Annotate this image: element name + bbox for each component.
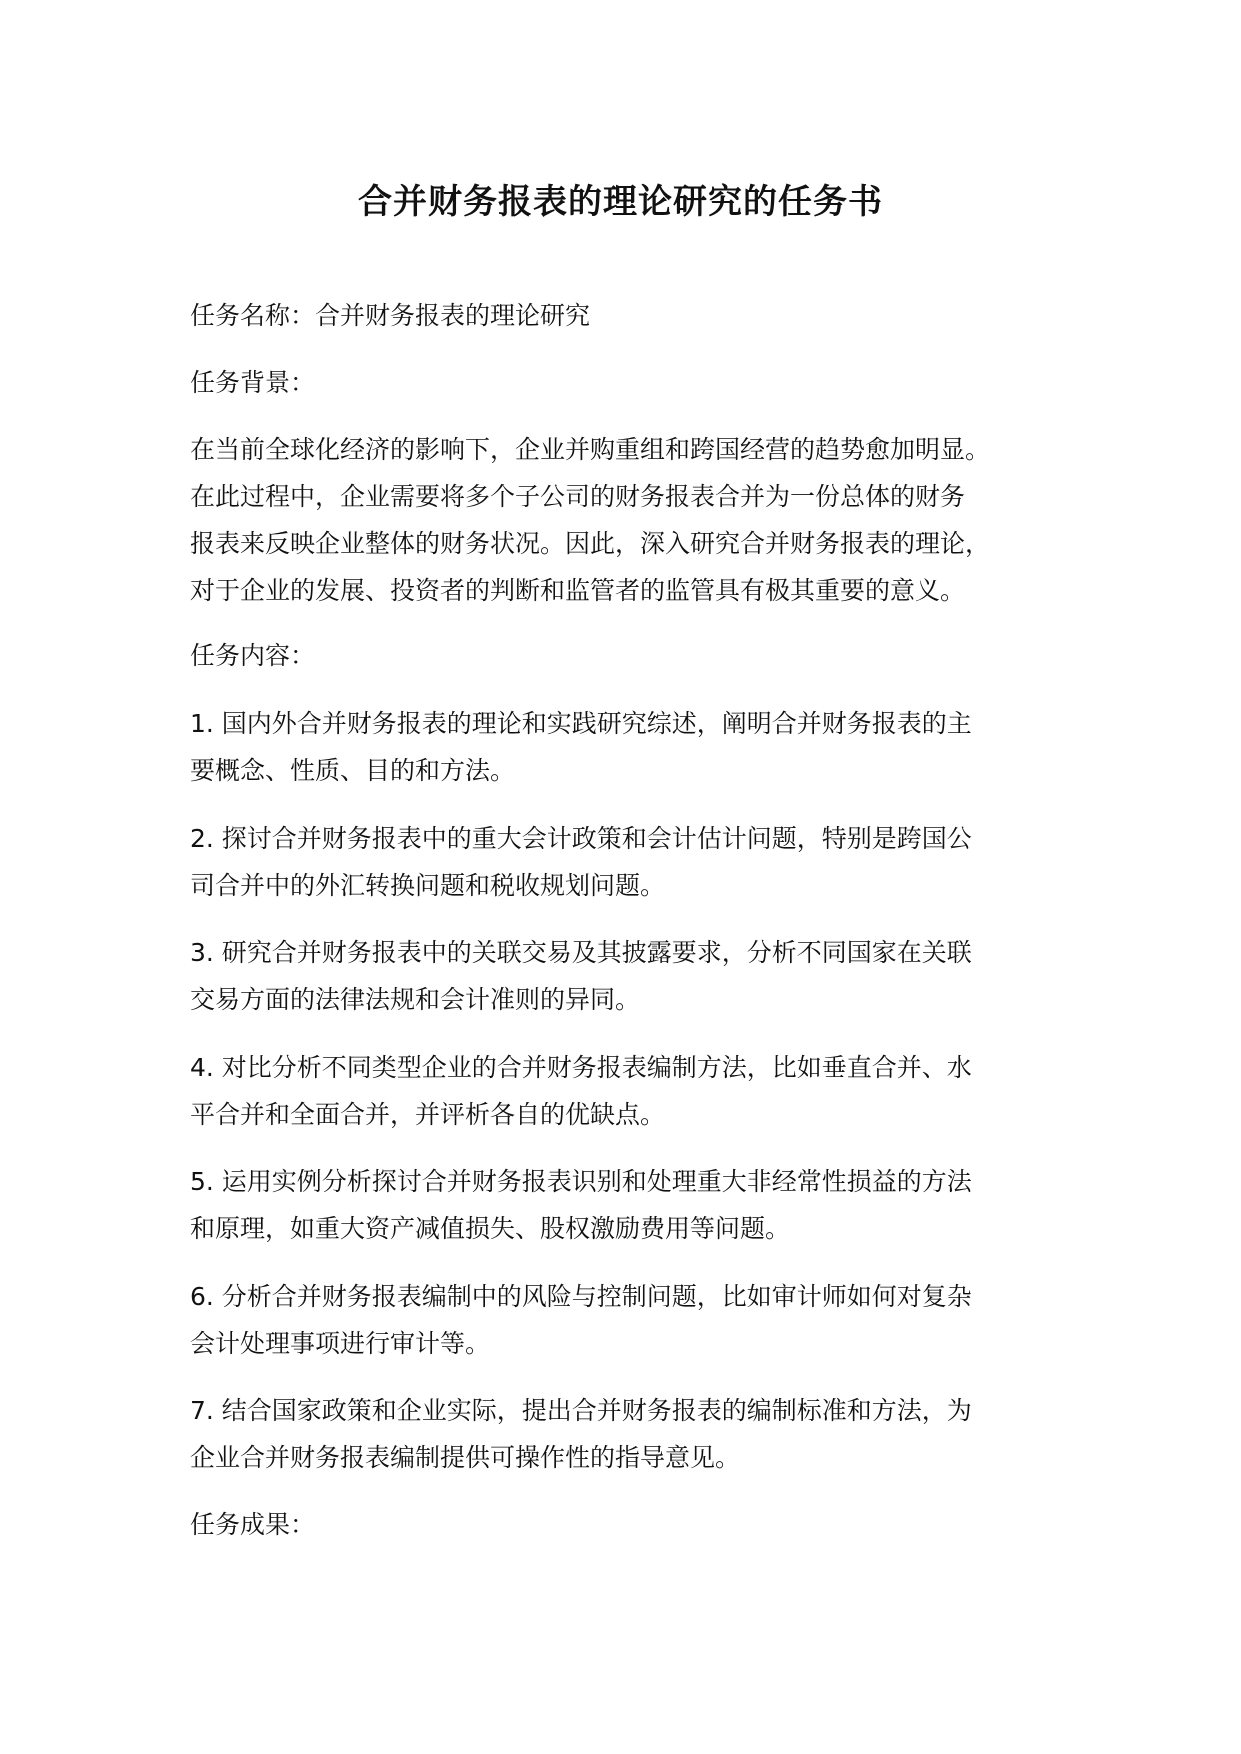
- content-heading: 任务内容：: [190, 641, 316, 670]
- content-item-5: 5. 运用实例分析探讨合并财务报表识别和处理重大非经常性损益的方法 和原理，如重大资产减值损失、股权激励费用等问题。: [190, 1167, 972, 1243]
- content-item-1: 1. 国内外合并财务报表的理论和实践研究综述，阐明合并财务报表的主 要概念、性质、目的和方法。: [190, 709, 972, 785]
- content-item-7: 7. 结合国家政策和企业实际，提出合并财务报表的编制标准和方法，为 企业合并财务报表编制提供可操作性的指导意见。: [190, 1396, 972, 1472]
- document-title: 合并财务报表的理论研究的任务书: [358, 182, 883, 222]
- background-paragraph: 在当前全球化经济的影响下，企业并购重组和跨国经营的趋势愈加明显。 在此过程中，企业需要将多个子公司的财务报表合并为一份总体的财务 报表来反映企业整体的财务状况。因此，深入研究合并财务报表的理论， 对于企业的发展、投资者的判断和监管者的监管具有极其重要的意义。: [190, 435, 991, 605]
- background-heading: 任务背景：: [190, 368, 316, 397]
- content-item-3: 3. 研究合并财务报表中的关联交易及其披露要求，分析不同国家在关联 交易方面的法律法规和会计准则的异同。: [190, 938, 972, 1014]
- content-item-6: 6. 分析合并财务报表编制中的风险与控制问题，比如审计师如何对复杂 会计处理事项进行审计等。: [190, 1282, 972, 1358]
- content-item-2: 2. 探讨合并财务报表中的重大会计政策和会计估计问题，特别是跨国公 司合并中的外汇转换问题和税收规划问题。: [190, 824, 972, 900]
- content-item-4: 4. 对比分析不同类型企业的合并财务报表编制方法，比如垂直合并、水 平合并和全面合并，并评析各自的优缺点。: [190, 1053, 972, 1129]
- task-name-line: 任务名称：合并财务报表的理论研究: [190, 301, 591, 330]
- results-heading: 任务成果：: [190, 1510, 316, 1539]
